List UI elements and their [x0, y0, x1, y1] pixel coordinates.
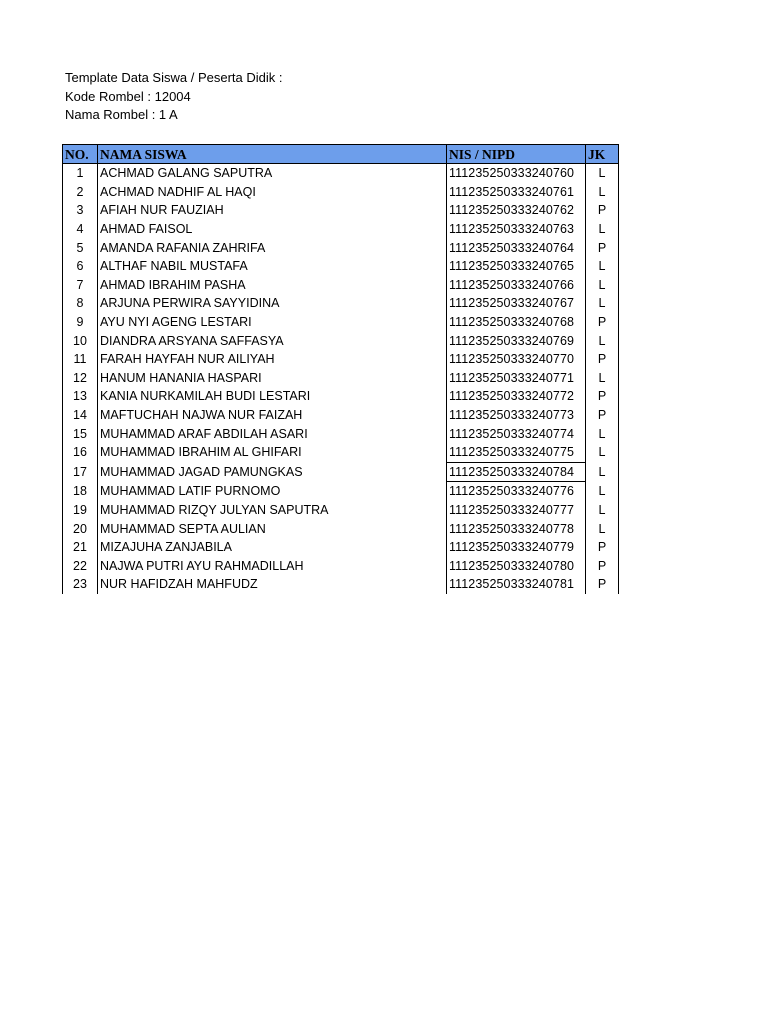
- cell-nis-nipd: 111235250333240773: [447, 406, 586, 425]
- cell-nis-nipd: 111235250333240764: [447, 238, 586, 257]
- kode-rombel: Kode Rombel : 12004: [65, 88, 191, 104]
- cell-no: 8: [63, 294, 98, 313]
- column-header-jk: JK: [586, 145, 619, 164]
- cell-jk: P: [586, 538, 619, 557]
- cell-jk: L: [586, 462, 619, 482]
- cell-nama-siswa: AHMAD IBRAHIM PASHA: [98, 276, 447, 295]
- cell-no: 19: [63, 501, 98, 520]
- cell-jk: L: [586, 482, 619, 501]
- cell-nis-nipd: 111235250333240780: [447, 556, 586, 575]
- cell-nama-siswa: AYU NYI AGENG LESTARI: [98, 313, 447, 332]
- cell-no: 1: [63, 164, 98, 183]
- table-row: [63, 387, 619, 406]
- cell-nis-nipd: 111235250333240774: [447, 424, 586, 443]
- table-row: [63, 238, 619, 257]
- table-row: [63, 164, 619, 183]
- table-row: [63, 294, 619, 313]
- cell-no: 3: [63, 201, 98, 220]
- cell-nama-siswa: ACHMAD NADHIF AL HAQI: [98, 183, 447, 202]
- cell-jk: P: [586, 575, 619, 594]
- table-row: [63, 406, 619, 425]
- cell-no: 23: [63, 575, 98, 594]
- cell-jk: L: [586, 443, 619, 462]
- cell-nama-siswa: ALTHAF NABIL MUSTAFA: [98, 257, 447, 276]
- cell-nama-siswa: AHMAD FAISOL: [98, 220, 447, 239]
- column-header-nis-nipd: NIS / NIPD: [447, 145, 586, 164]
- cell-no: 14: [63, 406, 98, 425]
- cell-no: 16: [63, 443, 98, 462]
- cell-nama-siswa: MUHAMMAD RIZQY JULYAN SAPUTRA: [98, 501, 447, 520]
- table-row: [63, 575, 619, 594]
- cell-nis-nipd: 111235250333240784: [447, 462, 586, 482]
- cell-nama-siswa: MAFTUCHAH NAJWA NUR FAIZAH: [98, 406, 447, 425]
- document-header: [65, 69, 282, 125]
- cell-no: 12: [63, 369, 98, 388]
- cell-nis-nipd: 111235250333240778: [447, 519, 586, 538]
- cell-no: 7: [63, 276, 98, 295]
- table-row: [63, 501, 619, 520]
- cell-no: 21: [63, 538, 98, 557]
- cell-no: 13: [63, 387, 98, 406]
- cell-no: 20: [63, 519, 98, 538]
- cell-jk: L: [586, 164, 619, 183]
- table-row: [63, 331, 619, 350]
- cell-nama-siswa: NAJWA PUTRI AYU RAHMADILLAH: [98, 556, 447, 575]
- cell-nis-nipd: 111235250333240765: [447, 257, 586, 276]
- cell-nis-nipd: 111235250333240776: [447, 482, 586, 501]
- table-row: [63, 350, 619, 369]
- table-row: [63, 556, 619, 575]
- cell-no: 18: [63, 482, 98, 501]
- cell-jk: L: [586, 276, 619, 295]
- template-title: Template Data Siswa / Peserta Didik :: [65, 70, 283, 85]
- cell-jk: P: [586, 556, 619, 575]
- cell-jk: P: [586, 350, 619, 369]
- table-row: [63, 257, 619, 276]
- cell-nama-siswa: MIZAJUHA ZANJABILA: [98, 538, 447, 557]
- cell-nis-nipd: 111235250333240763: [447, 220, 586, 239]
- cell-no: 10: [63, 331, 98, 350]
- cell-nama-siswa: ARJUNA PERWIRA SAYYIDINA: [98, 294, 447, 313]
- table-row: [63, 220, 619, 239]
- cell-jk: P: [586, 238, 619, 257]
- cell-nama-siswa: AMANDA RAFANIA ZAHRIFA: [98, 238, 447, 257]
- cell-nis-nipd: 111235250333240777: [447, 501, 586, 520]
- cell-no: 9: [63, 313, 98, 332]
- cell-nis-nipd: 111235250333240761: [447, 183, 586, 202]
- cell-nis-nipd: 111235250333240768: [447, 313, 586, 332]
- cell-nama-siswa: MUHAMMAD LATIF PURNOMO: [98, 482, 447, 501]
- cell-nis-nipd: 111235250333240766: [447, 276, 586, 295]
- cell-jk: L: [586, 369, 619, 388]
- table-row: [63, 276, 619, 295]
- cell-jk: L: [586, 294, 619, 313]
- cell-nis-nipd: 111235250333240760: [447, 164, 586, 183]
- table-row: [63, 443, 619, 462]
- cell-nis-nipd: 111235250333240771: [447, 369, 586, 388]
- cell-no: 6: [63, 257, 98, 276]
- cell-jk: P: [586, 313, 619, 332]
- cell-jk: L: [586, 183, 619, 202]
- cell-no: 15: [63, 424, 98, 443]
- table-body: [63, 164, 619, 594]
- table-row: [63, 183, 619, 202]
- table-row: [63, 369, 619, 388]
- cell-jk: L: [586, 424, 619, 443]
- table-row: [63, 482, 619, 501]
- cell-nis-nipd: 111235250333240769: [447, 331, 586, 350]
- cell-jk: L: [586, 220, 619, 239]
- cell-nama-siswa: MUHAMMAD ARAF ABDILAH ASARI: [98, 424, 447, 443]
- cell-nama-siswa: NUR HAFIDZAH MAHFUDZ: [98, 575, 447, 594]
- table-row: [63, 313, 619, 332]
- table-row: [63, 424, 619, 443]
- cell-nis-nipd: 111235250333240781: [447, 575, 586, 594]
- cell-nama-siswa: ACHMAD GALANG SAPUTRA: [98, 164, 447, 183]
- cell-jk: P: [586, 201, 619, 220]
- cell-nis-nipd: 111235250333240770: [447, 350, 586, 369]
- cell-nama-siswa: HANUM HANANIA HASPARI: [98, 369, 447, 388]
- cell-nis-nipd: 111235250333240779: [447, 538, 586, 557]
- cell-nis-nipd: 111235250333240767: [447, 294, 586, 313]
- cell-nama-siswa: KANIA NURKAMILAH BUDI LESTARI: [98, 387, 447, 406]
- cell-nis-nipd: 111235250333240772: [447, 387, 586, 406]
- cell-nis-nipd: 111235250333240775: [447, 443, 586, 462]
- column-header-no: NO.: [63, 145, 98, 164]
- cell-nama-siswa: MUHAMMAD JAGAD PAMUNGKAS: [98, 462, 447, 482]
- cell-no: 22: [63, 556, 98, 575]
- cell-nama-siswa: AFIAH NUR FAUZIAH: [98, 201, 447, 220]
- table-row: [63, 519, 619, 538]
- cell-jk: L: [586, 331, 619, 350]
- table-row: [63, 538, 619, 557]
- cell-jk: P: [586, 387, 619, 406]
- cell-nama-siswa: FARAH HAYFAH NUR AILIYAH: [98, 350, 447, 369]
- table-row: [63, 201, 619, 220]
- cell-no: 5: [63, 238, 98, 257]
- cell-no: 17: [63, 462, 98, 482]
- cell-nama-siswa: MUHAMMAD IBRAHIM AL GHIFARI: [98, 443, 447, 462]
- cell-jk: L: [586, 501, 619, 520]
- cell-nama-siswa: MUHAMMAD SEPTA AULIAN: [98, 519, 447, 538]
- column-header-nama-siswa: NAMA SISWA: [98, 145, 447, 164]
- nama-rombel: Nama Rombel : 1 A: [65, 107, 178, 123]
- table-header-row: [63, 145, 619, 164]
- cell-nama-siswa: DIANDRA ARSYANA SAFFASYA: [98, 331, 447, 350]
- cell-no: 4: [63, 220, 98, 239]
- cell-nis-nipd: 111235250333240762: [447, 201, 586, 220]
- cell-no: 11: [63, 350, 98, 369]
- cell-no: 2: [63, 183, 98, 202]
- cell-jk: L: [586, 519, 619, 538]
- table-row: [63, 462, 619, 482]
- student-table: [62, 144, 619, 594]
- cell-jk: P: [586, 406, 619, 425]
- cell-jk: L: [586, 257, 619, 276]
